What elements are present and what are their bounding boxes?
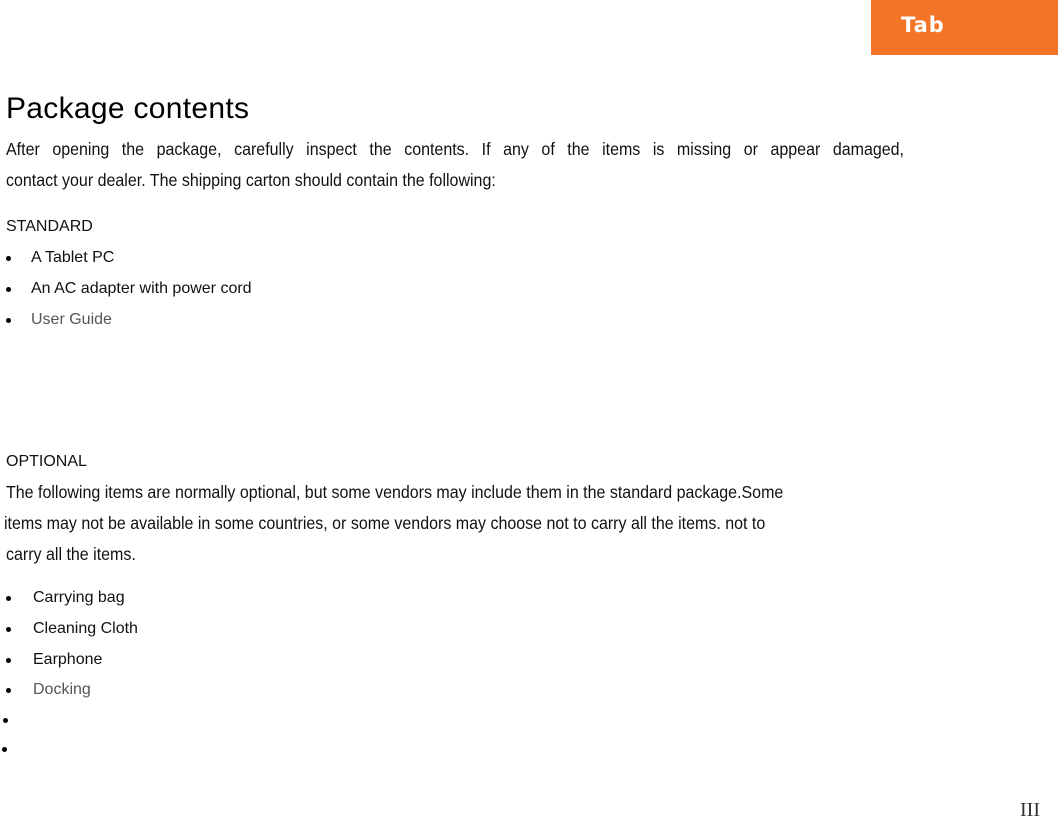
tab-label: Tab	[901, 13, 945, 37]
bullet-icon	[6, 658, 11, 663]
bullet-icon	[6, 318, 11, 323]
standard-item: An AC adapter with power cord	[31, 280, 252, 297]
standard-item: A Tablet PC	[31, 249, 115, 266]
bullet-icon	[6, 688, 11, 693]
optional-heading: OPTIONAL	[6, 453, 87, 470]
optional-paragraph-line-1: The following items are normally optional, but some vendors may include them in the standard package.Some	[6, 484, 784, 503]
optional-paragraph-line-2: items may not be available in some countries, or some vendors may choose not to carry all the items. not to	[4, 515, 766, 534]
standard-item: User Guide	[31, 311, 112, 328]
optional-item: Docking	[33, 681, 91, 698]
standard-heading: STANDARD	[6, 218, 93, 235]
bullet-icon	[6, 596, 11, 601]
page-number: III	[1020, 799, 1040, 821]
optional-paragraph-line-3: carry all the items.	[6, 546, 136, 565]
optional-item: Earphone	[33, 651, 103, 668]
optional-item: Cleaning Cloth	[33, 620, 138, 637]
page-title: Package contents	[6, 92, 250, 125]
bullet-icon	[6, 627, 11, 632]
bullet-icon	[6, 256, 11, 261]
intro-line-2: contact your dealer. The shipping carton should contain the following:	[6, 172, 496, 191]
bullet-icon	[6, 287, 11, 292]
intro-line-1: After opening the package, carefully inspect the contents. If any of the items is missing or appear damaged,	[6, 141, 904, 160]
bullet-icon	[3, 718, 8, 723]
tab-header	[871, 0, 1058, 55]
optional-item: Carrying bag	[33, 589, 125, 606]
bullet-icon	[2, 747, 7, 752]
